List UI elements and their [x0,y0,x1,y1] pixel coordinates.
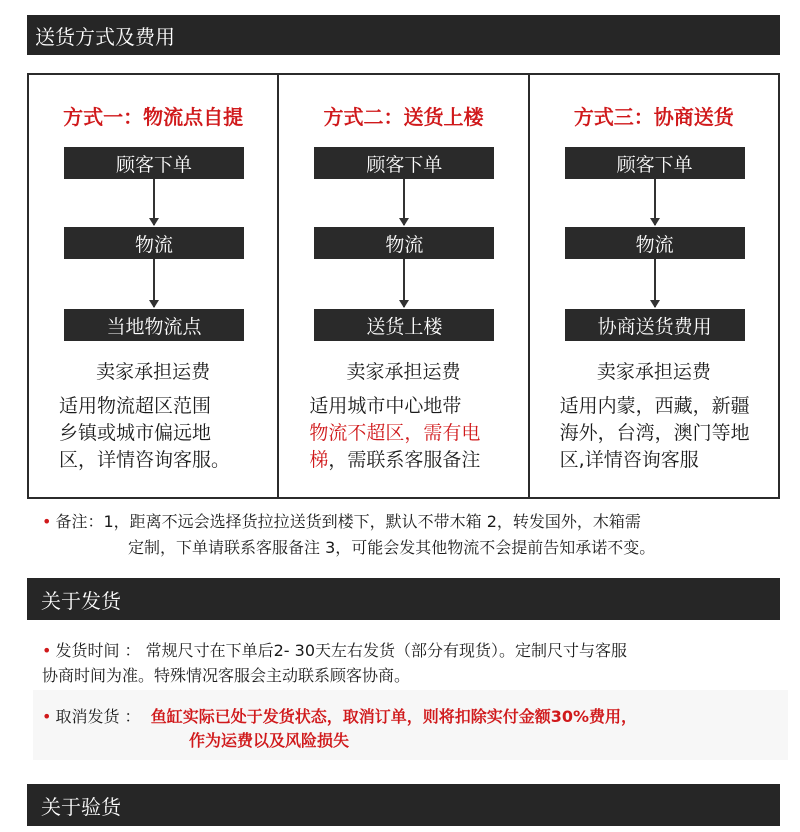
desc-line: 适用内蒙，西藏，新疆 [559,395,750,417]
cancel-label: 取消发货 ： [55,707,141,726]
step-logistics: 物流 [314,227,494,259]
shipping-section-header [27,578,780,620]
note-line: 备注：1，距离不远会选择货拉拉送货到楼下，默认不带木箱 2，转发国外，木箱需 [55,512,641,531]
desc-line-highlight: 物流不超区，需有电 [309,422,481,444]
bullet-icon: • [42,707,52,726]
method-description [59,393,263,474]
method-panel-2 [277,75,527,497]
desc-line: 乡镇或城市偏远地 [59,422,212,444]
step-order: 顾客下单 [314,147,494,179]
shipping-section-title: 关于发货 [41,588,121,613]
method-description [309,393,513,474]
step-order: 顾客下单 [64,147,244,179]
inspection-section-header [27,784,780,826]
cost-label: 卖家承担运费 [596,361,711,383]
bullet-icon: • [42,512,52,531]
desc-line: 适用城市中心地带 [309,395,462,417]
delivery-methods [27,73,780,499]
desc-line [309,447,513,474]
arrow-down-icon [403,259,405,307]
desc-line: 区,详情咨询客服 [559,449,699,471]
delivery-section-title: 送货方式及费用 [35,24,175,49]
shipping-label: 发货时间 ： [55,641,141,660]
method-title: 方式一：物流点自提 [63,105,244,129]
delivery-section-header [27,15,780,55]
arrow-down-icon [654,259,656,307]
bullet-icon: • [42,641,52,660]
cancel-line: 鱼缸实际已处于发货状态，取消订单，则将扣除实付金额30%费用， [150,707,638,726]
desc-text: ，需联系客服备注 [328,449,481,471]
step-final: 送货上楼 [314,309,494,341]
method-description [560,393,764,474]
step-logistics: 物流 [565,227,745,259]
delivery-note [42,509,782,561]
cancel-line: 作为运费以及风险损失 [189,731,350,750]
step-logistics: 物流 [64,227,244,259]
cost-label: 卖家承担运费 [346,361,461,383]
desc-line: 海外，台湾，澳门等地 [559,422,750,444]
shipping-line: 协商时间为准。特殊情况客服会主动联系顾客协商。 [42,666,411,685]
step-final: 当地物流点 [64,309,244,341]
desc-highlight: 梯 [309,449,329,471]
method-panel-1 [29,75,277,497]
inspection-section-title: 关于验货 [41,794,121,819]
desc-line: 区，详情咨询客服。 [59,449,231,471]
cancel-shipping-info [33,690,788,760]
step-final: 协商送货费用 [565,309,745,341]
desc-line: 适用物流超区范围 [59,395,212,417]
shipping-time-info [42,638,787,688]
method-title: 方式二：送货上楼 [323,105,484,129]
shipping-line: 常规尺寸在下单后2- 30天左右发货（部分有现货）。定制尺寸与客服 [140,641,628,660]
note-line: 定制，下单请联系客服备注 3，可能会发其他物流不会提前告知承诺不变。 [128,538,656,557]
method-panel-3 [528,75,778,497]
arrow-down-icon [654,179,656,225]
method-title: 方式三：协商送货 [573,105,734,129]
step-order: 顾客下单 [565,147,745,179]
cost-label: 卖家承担运费 [96,361,211,383]
arrow-down-icon [153,259,155,307]
arrow-down-icon [403,179,405,225]
arrow-down-icon [153,179,155,225]
